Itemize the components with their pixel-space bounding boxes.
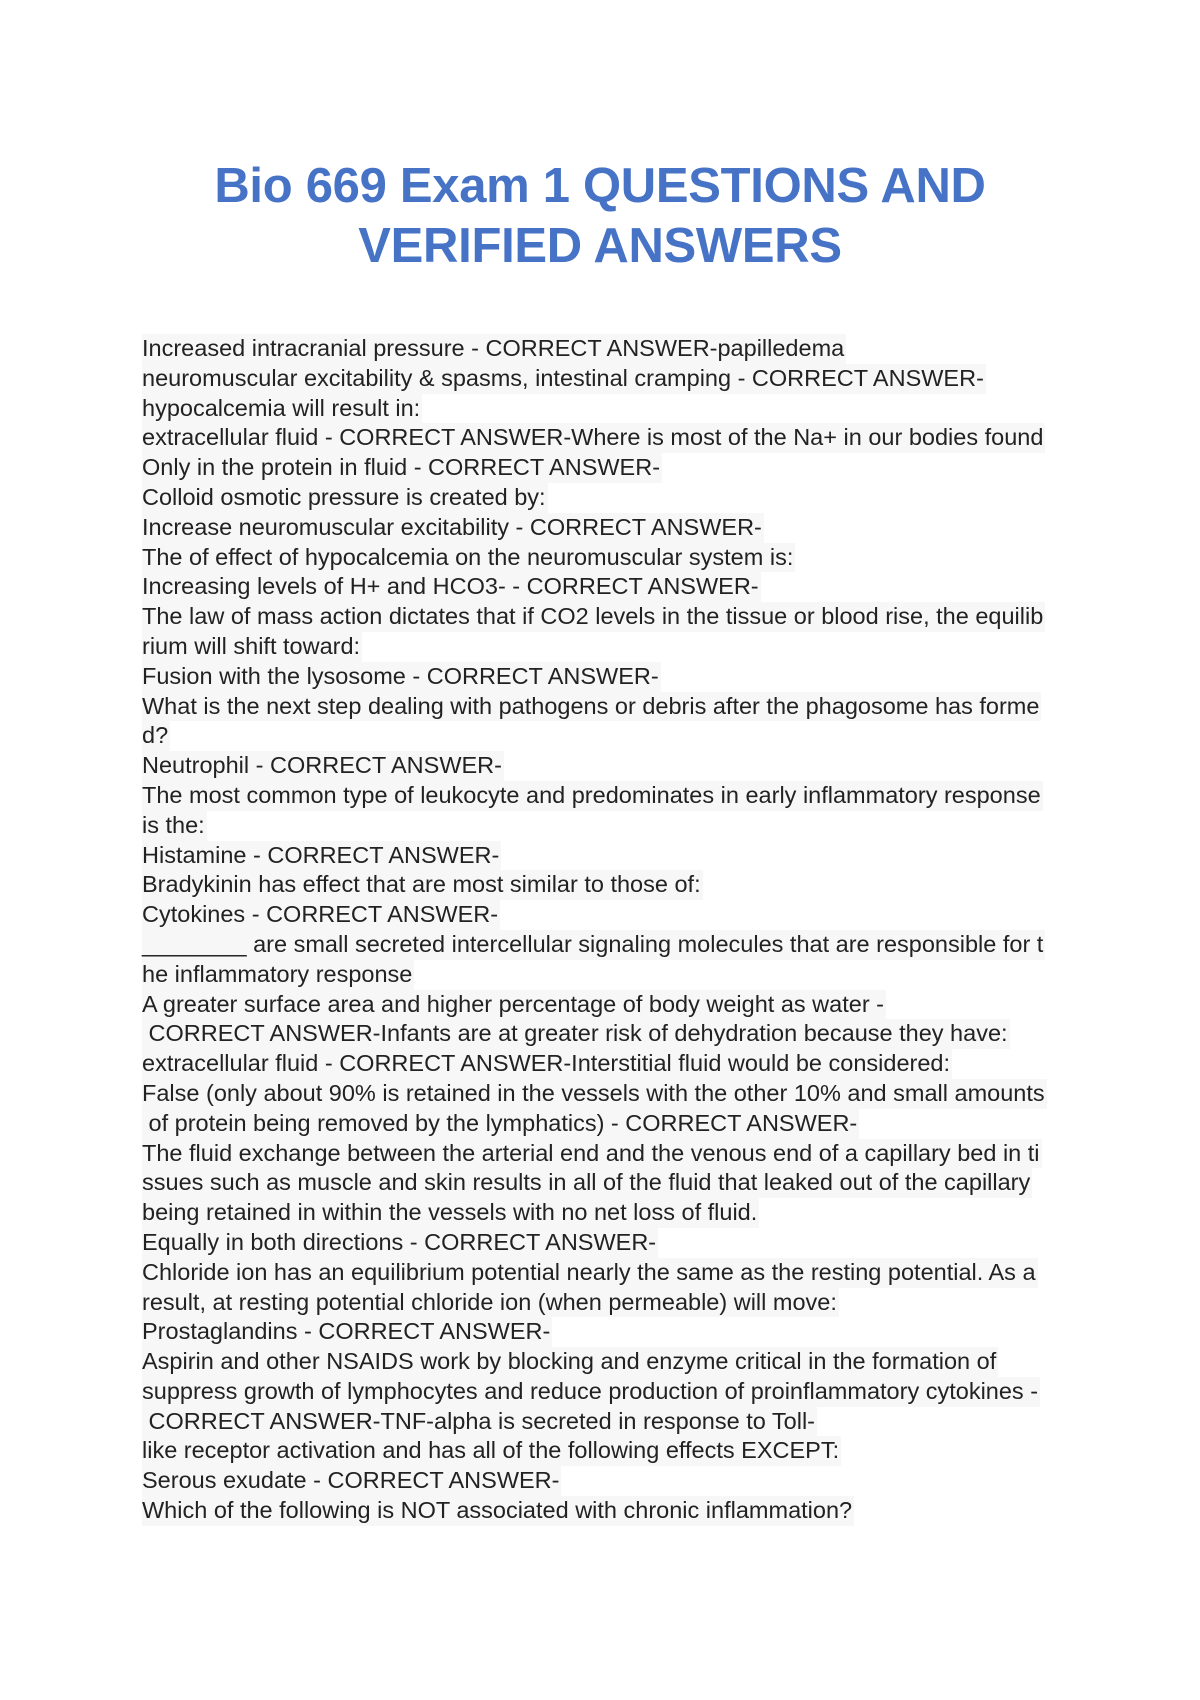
- text-line: Equally in both directions - CORRECT ANSWER-: [142, 1228, 658, 1258]
- text-line: he inflammatory response: [142, 960, 414, 990]
- text-line: Cytokines - CORRECT ANSWER-: [142, 900, 500, 930]
- text-line: What is the next step dealing with pathogens or debris after the phagosome has forme: [142, 692, 1041, 722]
- text-line: Increased intracranial pressure - CORRECT ANSWER-papilledema: [142, 334, 846, 364]
- text-line: rium will shift toward:: [142, 632, 362, 662]
- text-line: d?: [142, 721, 170, 751]
- text-line: The fluid exchange between the arterial end and the venous end of a capillary bed in ti: [142, 1139, 1042, 1169]
- text-line: The most common type of leukocyte and predominates in early inflammatory response: [142, 781, 1043, 811]
- text-line: CORRECT ANSWER-Infants are at greater risk of dehydration because they have:: [142, 1019, 1010, 1049]
- title-line-2: VERIFIED ANSWERS: [358, 219, 842, 273]
- text-line: result, at resting potential chloride ion (when permeable) will move:: [142, 1288, 839, 1318]
- text-line: suppress growth of lymphocytes and reduce production of proinflammatory cytokines -: [142, 1377, 1040, 1407]
- text-line: ssues such as muscle and skin results in all of the fluid that leaked out of the capillary: [142, 1168, 1032, 1198]
- text-line: Neutrophil - CORRECT ANSWER-: [142, 751, 504, 781]
- text-line: Histamine - CORRECT ANSWER-: [142, 841, 501, 871]
- text-line: CORRECT ANSWER-TNF-alpha is secreted in response to Toll-: [142, 1407, 817, 1437]
- document-title: [100, 156, 1100, 276]
- text-line: Increase neuromuscular excitability - CORRECT ANSWER-: [142, 513, 764, 543]
- text-line: Increasing levels of H+ and HCO3- - CORRECT ANSWER-: [142, 572, 761, 602]
- text-line: extracellular fluid - CORRECT ANSWER-Where is most of the Na+ in our bodies found: [142, 423, 1045, 453]
- text-line: being retained in within the vessels with no net loss of fluid.: [142, 1198, 759, 1228]
- text-line: Only in the protein in fluid - CORRECT ANSWER-: [142, 453, 662, 483]
- text-line: like receptor activation and has all of the following effects EXCEPT:: [142, 1436, 841, 1466]
- text-line: The of effect of hypocalcemia on the neuromuscular system is:: [142, 543, 795, 573]
- qa-text-block: [142, 334, 1072, 1526]
- text-line: neuromuscular excitability & spasms, intestinal cramping - CORRECT ANSWER-: [142, 364, 986, 394]
- text-line: Bradykinin has effect that are most similar to those of:: [142, 870, 703, 900]
- text-line: A greater surface area and higher percentage of body weight as water -: [142, 990, 886, 1020]
- text-line: is the:: [142, 811, 207, 841]
- text-line: Colloid osmotic pressure is created by:: [142, 483, 548, 513]
- text-line: The law of mass action dictates that if CO2 levels in the tissue or blood rise, the equilib: [142, 602, 1045, 632]
- text-line: Fusion with the lysosome - CORRECT ANSWER-: [142, 662, 661, 692]
- text-line: ________ are small secreted intercellular signaling molecules that are responsible for t: [142, 930, 1045, 960]
- text-line: Prostaglandins - CORRECT ANSWER-: [142, 1317, 552, 1347]
- text-line: Serous exudate - CORRECT ANSWER-: [142, 1466, 561, 1496]
- title-line-1: Bio 669 Exam 1 QUESTIONS AND: [214, 159, 986, 213]
- text-line: False (only about 90% is retained in the vessels with the other 10% and small amounts: [142, 1079, 1047, 1109]
- text-line: Chloride ion has an equilibrium potential nearly the same as the resting potential. As a: [142, 1258, 1038, 1288]
- text-line: extracellular fluid - CORRECT ANSWER-Interstitial fluid would be considered:: [142, 1049, 952, 1079]
- text-line: Which of the following is NOT associated with chronic inflammation?: [142, 1496, 854, 1526]
- text-line: of protein being removed by the lymphatics) - CORRECT ANSWER-: [142, 1109, 859, 1139]
- text-line: hypocalcemia will result in:: [142, 394, 422, 424]
- text-line: Aspirin and other NSAIDS work by blocking and enzyme critical in the formation of: [142, 1347, 998, 1377]
